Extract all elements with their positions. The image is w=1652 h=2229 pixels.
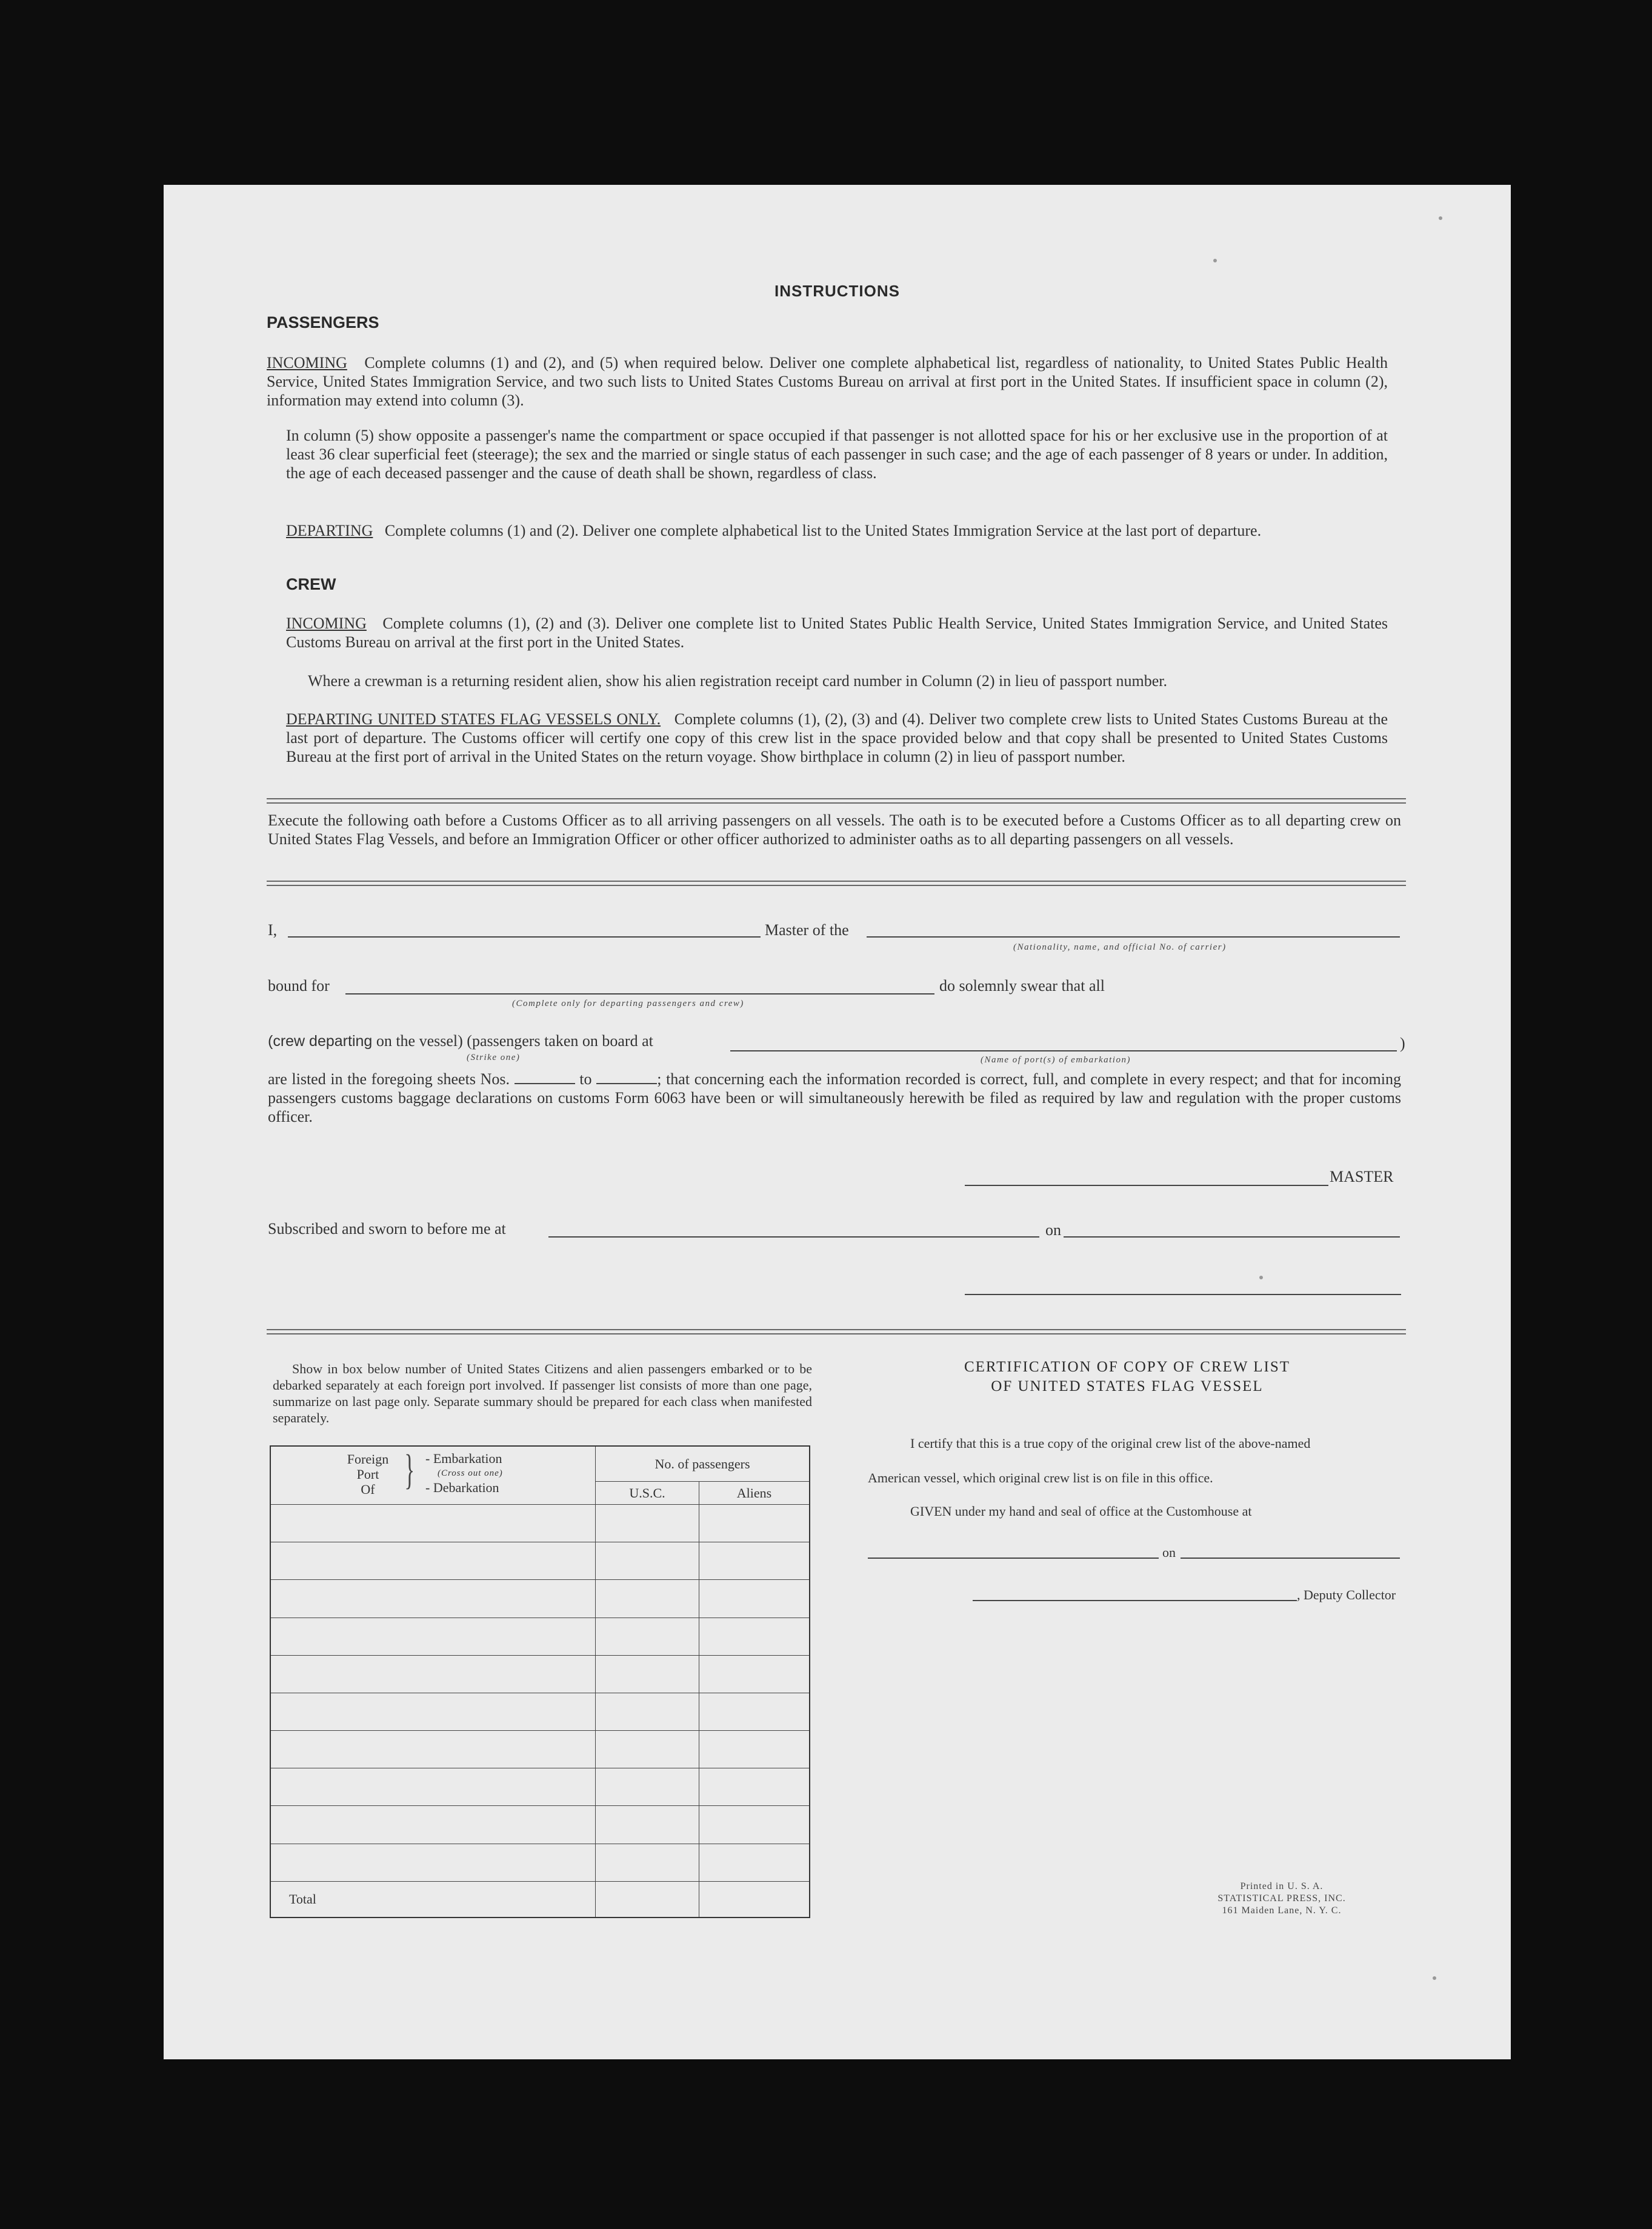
table-row bbox=[270, 1618, 810, 1655]
bound-for-caption: (Complete only for departing passengers and crew) bbox=[512, 999, 744, 1008]
cross-out-caption: (Cross out one) bbox=[438, 1468, 503, 1478]
aliens-cell[interactable] bbox=[699, 1844, 810, 1881]
usc-cell[interactable] bbox=[596, 1618, 699, 1655]
of-label: Of bbox=[361, 1482, 375, 1497]
deputy-signature-field[interactable] bbox=[973, 1600, 1297, 1601]
aliens-cell[interactable] bbox=[699, 1806, 810, 1844]
printer-imprint bbox=[1191, 1881, 1373, 1917]
passengers-title: PASSENGERS bbox=[267, 313, 379, 332]
dust-speck bbox=[1439, 216, 1442, 220]
total-usc-cell[interactable] bbox=[596, 1881, 699, 1917]
total-label: Total bbox=[270, 1881, 596, 1917]
listed-rest: ; that concerning each the information recorded is correct, full, and complete in every respect; and that for incoming passengers customs baggage declarations on customs Form 6063 have been or will simultaneously herewith be filed as required by law and regulation with the proper customs officer. bbox=[268, 1070, 1401, 1125]
usc-cell[interactable] bbox=[596, 1806, 699, 1844]
usc-cell[interactable] bbox=[596, 1844, 699, 1881]
carrier-field[interactable] bbox=[867, 936, 1400, 938]
dust-speck bbox=[1433, 1976, 1436, 1980]
port-label: Port bbox=[356, 1467, 379, 1482]
passengers-column5-paragraph: In column (5) show opposite a passenger's name the compartment or space occupied if that passenger is not allotted space for his or her exclusive use in the proportion of at least 36 clear superficial feet (steerage); the sex and the married or single status of each passenger in such case; and the age of each passenger of 8 years or under. In addition, the age of each deceased passenger and the cause of death shall be shown, regardless of class. bbox=[286, 427, 1388, 482]
crew-title: CREW bbox=[286, 575, 336, 593]
passengers-departing-paragraph bbox=[286, 521, 1388, 540]
usc-header: U.S.C. bbox=[596, 1482, 699, 1505]
bottom-divider bbox=[267, 1329, 1406, 1334]
master-of-the-label: Master of the bbox=[765, 921, 849, 939]
crew-departing-paragraph bbox=[286, 710, 1388, 766]
printer-line3: 161 Maiden Lane, N. Y. C. bbox=[1222, 1905, 1342, 1916]
port-cell[interactable] bbox=[270, 1731, 596, 1768]
bound-for-label: bound for bbox=[268, 977, 330, 995]
printer-line1: Printed in U. S. A. bbox=[1240, 1881, 1324, 1891]
sheet-to-field[interactable] bbox=[596, 1072, 657, 1084]
certify-line1: I certify that this is a true copy of the original crew list of the above-named bbox=[910, 1436, 1311, 1451]
certification-on-label: on bbox=[1162, 1545, 1176, 1560]
usc-cell[interactable] bbox=[596, 1542, 699, 1580]
crew-departing-text: Complete columns (1), (2), (3) and (4). Deliver two complete crew lists to United States Customs Bureau at the last port of departure. The Customs officer will certify one copy of this crew list in the space provided below and that copy shall be presented to United States Customs Bureau at the first port of arrival in the United States on the return voyage. Show birthplace in column (2) in lieu of passport number. bbox=[286, 710, 1388, 765]
carrier-caption: (Nationality, name, and official No. of carrier) bbox=[1013, 942, 1227, 952]
certify-line2: American vessel, which original crew list is on file in this office. bbox=[868, 1470, 1213, 1485]
aliens-cell[interactable] bbox=[699, 1655, 810, 1693]
summary-instruction: Show in box below number of United States Citizens and alien passengers embarked or to be debarked separately at each foreign port involved. If passenger list consists of more than one page, summarize on last page only. Separate summary should be prepared for each class when manifested separately. bbox=[273, 1361, 812, 1425]
debarkation-label: - Debarkation bbox=[425, 1480, 499, 1495]
subscribed-place-field[interactable] bbox=[548, 1236, 1039, 1238]
brace-icon: } bbox=[404, 1447, 415, 1493]
port-cell[interactable] bbox=[270, 1693, 596, 1730]
port-cell[interactable] bbox=[270, 1505, 596, 1542]
usc-cell[interactable] bbox=[596, 1580, 699, 1618]
customhouse-field[interactable] bbox=[868, 1558, 1159, 1559]
aliens-cell[interactable] bbox=[699, 1731, 810, 1768]
port-rows bbox=[270, 1505, 810, 1882]
master-name-field[interactable] bbox=[288, 936, 761, 938]
crew-passengers-line bbox=[268, 1032, 653, 1050]
table-row bbox=[270, 1580, 810, 1618]
usc-cell[interactable] bbox=[596, 1505, 699, 1542]
aliens-cell[interactable] bbox=[699, 1693, 810, 1730]
strike-caption: (Strike one) bbox=[467, 1053, 521, 1062]
table-row bbox=[270, 1655, 810, 1693]
aliens-cell[interactable] bbox=[699, 1580, 810, 1618]
port-cell[interactable] bbox=[270, 1655, 596, 1693]
certification-date-field[interactable] bbox=[1181, 1558, 1400, 1559]
passengers-departing-text: Complete columns (1) and (2). Deliver one complete alphabetical list to the United States Immigration Service at the last port of departure. bbox=[384, 522, 1262, 539]
master-label: MASTER bbox=[1330, 1168, 1394, 1185]
close-paren: ) bbox=[1400, 1035, 1405, 1052]
table-row bbox=[270, 1731, 810, 1768]
port-summary-table bbox=[270, 1445, 810, 1918]
ports-caption: (Name of port(s) of embarkation) bbox=[981, 1055, 1131, 1065]
aliens-cell[interactable] bbox=[699, 1768, 810, 1806]
certification-title-line2: OF UNITED STATES FLAG VESSEL bbox=[991, 1378, 1264, 1394]
table-row bbox=[270, 1693, 810, 1730]
table-row bbox=[270, 1768, 810, 1806]
table-row bbox=[270, 1542, 810, 1580]
no-passengers-header: No. of passengers bbox=[596, 1446, 810, 1482]
dust-speck bbox=[1213, 259, 1217, 262]
crew-incoming-label: INCOMING bbox=[286, 615, 367, 632]
subscribed-date-field[interactable] bbox=[1064, 1236, 1400, 1238]
table-row bbox=[270, 1806, 810, 1844]
passengers-incoming-text: Complete columns (1) and (2), and (5) when required below. Deliver one complete alphabetical list, regardless of nationality, to United States Public Health Service, United States Immigration Service, and two such lists to United States Customs Bureau on arrival at first port in the United States. If insufficient space in column (2), information may extend into column (3). bbox=[267, 354, 1388, 409]
port-cell[interactable] bbox=[270, 1618, 596, 1655]
usc-cell[interactable] bbox=[596, 1693, 699, 1730]
embarkation-ports-field[interactable] bbox=[730, 1050, 1397, 1051]
port-cell[interactable] bbox=[270, 1768, 596, 1806]
crew-departing-option[interactable]: (crew departing bbox=[268, 1033, 373, 1050]
usc-cell[interactable] bbox=[596, 1768, 699, 1806]
oath-divider bbox=[267, 881, 1406, 886]
port-header-cell bbox=[270, 1446, 596, 1505]
embarkation-label: - Embarkation bbox=[425, 1451, 502, 1466]
aliens-header: Aliens bbox=[699, 1482, 810, 1505]
aliens-cell[interactable] bbox=[699, 1542, 810, 1580]
dust-speck bbox=[1259, 1276, 1263, 1279]
foreign-label: Foreign bbox=[347, 1451, 389, 1467]
subscribed-on-label: on bbox=[1045, 1221, 1061, 1239]
master-signature-field[interactable] bbox=[965, 1185, 1328, 1186]
swear-label: do solemnly swear that all bbox=[939, 977, 1105, 995]
instructions-heading: INSTRUCTIONS bbox=[774, 282, 900, 300]
form-sheet bbox=[164, 185, 1511, 2059]
port-cell[interactable] bbox=[270, 1580, 596, 1618]
crew-resident-paragraph: Where a crewman is a returning resident alien, show his alien registration receipt card number in Column (2) in lieu of passport number. bbox=[308, 672, 1168, 690]
oath-i-label: I, bbox=[268, 921, 278, 939]
aliens-cell[interactable] bbox=[699, 1505, 810, 1542]
given-line: GIVEN under my hand and seal of office at the Customhouse at bbox=[910, 1504, 1252, 1519]
crew-incoming-paragraph bbox=[286, 614, 1388, 651]
sheet-from-field[interactable] bbox=[515, 1072, 575, 1084]
table-row bbox=[270, 1505, 810, 1542]
to-label: to bbox=[579, 1070, 592, 1088]
port-cell[interactable] bbox=[270, 1542, 596, 1580]
usc-cell[interactable] bbox=[596, 1655, 699, 1693]
usc-cell[interactable] bbox=[596, 1731, 699, 1768]
printer-line2: STATISTICAL PRESS, INC. bbox=[1217, 1893, 1346, 1904]
deputy-collector-label: , Deputy Collector bbox=[1297, 1587, 1396, 1602]
certification-title-line1: CERTIFICATION OF COPY OF CREW LIST bbox=[964, 1359, 1291, 1375]
on-the-vessel-text: on the vessel) bbox=[376, 1032, 463, 1050]
crew-incoming-text: Complete columns (1), (2) and (3). Deliver one complete list to United States Public Health Service, United States Immigration Service, and United States Customs Bureau on arrival at the first port in the United States. bbox=[286, 615, 1388, 651]
port-cell[interactable] bbox=[270, 1844, 596, 1881]
table-row bbox=[270, 1844, 810, 1881]
passengers-incoming-label: INCOMING bbox=[267, 354, 347, 372]
bound-for-field[interactable] bbox=[345, 993, 934, 995]
aliens-cell[interactable] bbox=[699, 1618, 810, 1655]
listed-lead: are listed in the foregoing sheets Nos. bbox=[268, 1070, 510, 1088]
passengers-taken-option[interactable]: (passengers taken on board at bbox=[467, 1032, 653, 1050]
passengers-departing-label: DEPARTING bbox=[286, 522, 373, 539]
officer-signature-field[interactable] bbox=[965, 1294, 1401, 1295]
crew-departing-label: DEPARTING UNITED STATES FLAG VESSELS ONLY. bbox=[286, 710, 661, 728]
oath-instruction: Execute the following oath before a Customs Officer as to all arriving passengers on all vessels. The oath is to be executed before a Customs Officer as to all departing crew on United States Flag Vessels, and before an Immigration Officer or other officer authorized to administer oaths as to all departing passengers on all vessels. bbox=[268, 811, 1401, 848]
listed-paragraph bbox=[268, 1070, 1401, 1126]
port-cell[interactable] bbox=[270, 1806, 596, 1844]
section-divider bbox=[267, 798, 1406, 804]
subscribed-label: Subscribed and sworn to before me at bbox=[268, 1220, 506, 1238]
passengers-incoming-paragraph bbox=[267, 353, 1388, 410]
certification-title bbox=[879, 1358, 1376, 1396]
total-aliens-cell[interactable] bbox=[699, 1881, 810, 1917]
